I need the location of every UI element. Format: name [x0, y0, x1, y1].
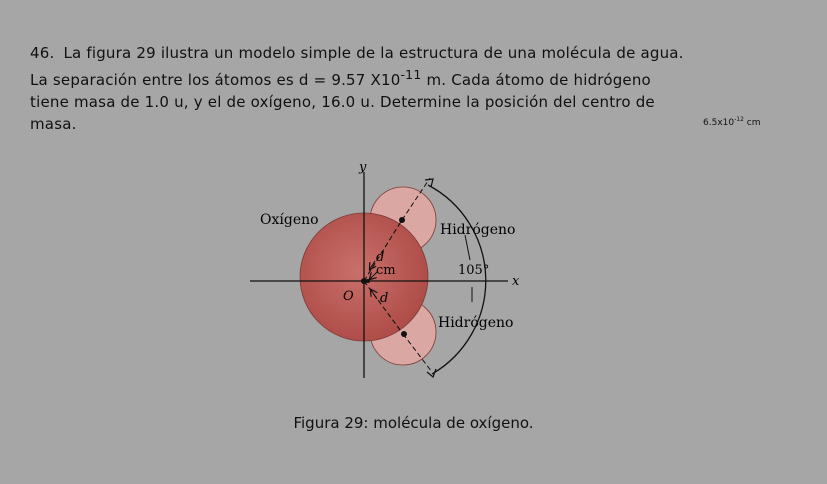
figure-caption: Figura 29: molécula de oxígeno. — [293, 414, 534, 432]
problem-text-4: masa. — [30, 115, 77, 133]
problem-line-3 — [30, 91, 790, 113]
x-axis-label: x — [512, 274, 520, 289]
problem-line-2 — [30, 64, 790, 91]
problem-line-4 — [30, 113, 790, 135]
problem-text-2a: La separación entre los átomos es d = 9.57 X10 — [30, 71, 401, 89]
problem-text-3: tiene masa de 1.0 u, y el de oxígeno, 16.0 u. Determine la posición del centro de — [30, 93, 655, 111]
handwritten-answer — [703, 116, 760, 128]
cm-label: cm — [376, 263, 396, 278]
hydrogen-center-top — [399, 217, 405, 223]
angle-label: 105° — [458, 263, 490, 278]
problem-text-1: La figura 29 ilustra un modelo simple de la estructura de una molécula de agua. — [63, 44, 684, 62]
hydrogen-center-bottom — [401, 331, 407, 337]
answer-unit: cm — [743, 118, 761, 128]
cm-point — [366, 279, 370, 283]
problem-number: 46. — [30, 44, 55, 62]
exponent: -11 — [400, 67, 422, 82]
angle-arrow-bottom — [427, 369, 436, 377]
hydrogen-bottom-label: Hidrógeno — [438, 315, 514, 331]
angle-arc — [428, 185, 486, 374]
answer-base: 6.5x10 — [703, 118, 735, 128]
water-molecule-figure — [250, 150, 540, 390]
angle-tick — [465, 235, 470, 260]
d-label-top: d — [376, 250, 385, 265]
problem-statement — [30, 42, 790, 135]
answer-exponent: -12 — [734, 116, 744, 123]
problem-line-1 — [30, 42, 790, 64]
problem-text-2b: m. Cada átomo de hidrógeno — [421, 71, 651, 89]
d-label-bottom: d — [380, 291, 389, 306]
origin-label: O — [343, 289, 354, 304]
y-axis-label: y — [359, 160, 367, 175]
hydrogen-top-label: Hidrógeno — [440, 222, 516, 238]
oxygen-label: Oxígeno — [260, 212, 319, 228]
